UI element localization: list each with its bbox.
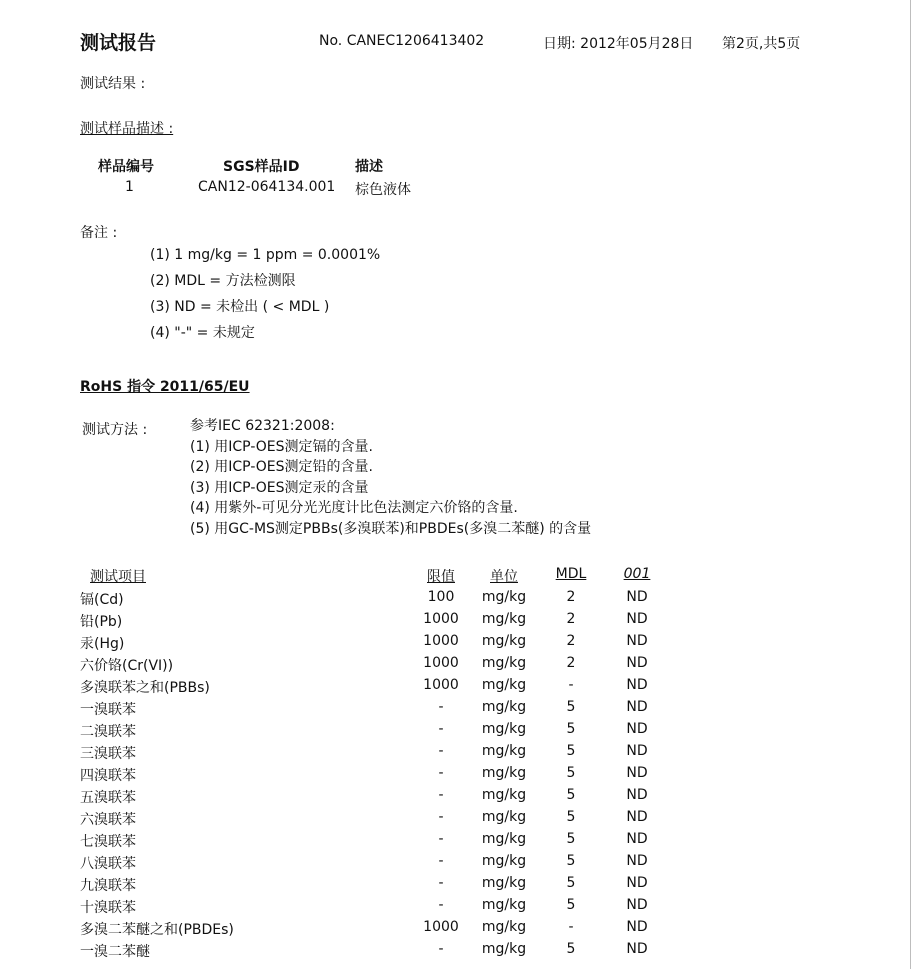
table-row (0, 699, 911, 721)
cell-unit: mg/kg (481, 611, 527, 627)
table-row (0, 831, 911, 853)
cell-mdl: 5 (566, 897, 576, 913)
cell-limit: 1000 (423, 677, 459, 693)
cell-test-item: 一溴联苯 (80, 702, 136, 718)
table-row (0, 677, 911, 699)
cell-result: ND (626, 633, 648, 649)
cell-test-item: 铅(Pb) (80, 614, 123, 630)
cell-mdl: 5 (566, 787, 576, 803)
sample-col-description: 描述 (355, 159, 383, 175)
cell-mdl: 5 (566, 743, 576, 759)
page-title: 测试报告 (80, 32, 157, 54)
cell-limit: - (438, 787, 444, 803)
table-row (0, 897, 911, 919)
cell-result: ND (626, 875, 648, 891)
cell-test-item: 一溴二苯醚 (80, 944, 150, 960)
cell-mdl: 2 (566, 611, 576, 627)
cell-test-item: 镉(Cd) (80, 592, 124, 608)
cell-limit: - (438, 941, 444, 957)
cell-unit: mg/kg (481, 919, 527, 935)
test-method-list (190, 416, 591, 539)
cell-test-item: 九溴联苯 (80, 878, 136, 894)
test-method-label: 测试方法 : (82, 422, 148, 438)
cell-mdl: 2 (566, 655, 576, 671)
note-item: (3) ND = 未检出 ( < MDL ) (150, 299, 330, 315)
cell-test-item: 多溴联苯之和(PBBs) (80, 680, 210, 696)
cell-limit: - (438, 765, 444, 781)
method-line: (2) 用ICP-OES测定铅的含量. (190, 459, 373, 475)
table-row (0, 765, 911, 787)
cell-result: ND (626, 721, 648, 737)
cell-result: ND (626, 919, 648, 935)
cell-unit: mg/kg (481, 677, 527, 693)
cell-mdl: 5 (566, 875, 576, 891)
cell-result: ND (626, 677, 648, 693)
cell-unit: mg/kg (481, 853, 527, 869)
cell-result: ND (626, 589, 648, 605)
cell-test-item: 三溴联苯 (80, 746, 136, 762)
cell-mdl: 2 (566, 633, 576, 649)
cell-result: ND (626, 699, 648, 715)
sample-description-label: 测试样品描述 : (80, 121, 174, 137)
notes-label: 备注 : (80, 225, 118, 241)
cell-result: ND (626, 655, 648, 671)
note-item: (2) MDL = 方法检测限 (150, 273, 296, 289)
cell-unit: mg/kg (481, 721, 527, 737)
notes-list (150, 242, 380, 346)
method-line: (1) 用ICP-OES测定镉的含量. (190, 438, 373, 455)
note-item: (1) 1 mg/kg = 1 ppm = 0.0001% (150, 247, 381, 263)
method-line: 参考IEC 62321:2008: (190, 418, 335, 434)
cell-unit: mg/kg (481, 655, 527, 671)
header-mdl: MDL (555, 566, 587, 582)
sample-col-number: 样品编号 (98, 159, 154, 175)
cell-test-item: 五溴联苯 (80, 790, 136, 806)
cell-unit: mg/kg (481, 633, 527, 649)
table-row (0, 721, 911, 743)
header-limit: 限值 (427, 569, 455, 585)
cell-limit: 1000 (423, 919, 459, 935)
method-line: (4) 用紫外-可见分光光度计比色法测定六价铬的含量. (190, 500, 518, 516)
cell-limit: - (438, 853, 444, 869)
cell-test-item: 多溴二苯醚之和(PBDEs) (80, 922, 234, 938)
table-row (0, 853, 911, 875)
header-test-item: 测试项目 (90, 569, 146, 585)
cell-mdl: 5 (566, 809, 576, 825)
results-table-header (0, 566, 911, 588)
cell-test-item: 十溴联苯 (80, 900, 136, 916)
cell-limit: - (438, 897, 444, 913)
cell-result: ND (626, 743, 648, 759)
cell-test-item: 六溴联苯 (80, 812, 136, 828)
cell-test-item: 四溴联苯 (80, 768, 136, 784)
cell-test-item: 二溴联苯 (80, 724, 136, 740)
cell-limit: 100 (427, 589, 455, 605)
sample-sgs-id: CAN12-064134.001 (198, 179, 336, 195)
cell-result: ND (626, 765, 648, 781)
cell-limit: - (438, 831, 444, 847)
cell-result: ND (626, 787, 648, 803)
cell-unit: mg/kg (481, 699, 527, 715)
cell-unit: mg/kg (481, 875, 527, 891)
table-row (0, 655, 911, 677)
table-row (0, 787, 911, 809)
table-row (0, 589, 911, 611)
results-label: 测试结果 : (80, 76, 146, 92)
cell-mdl: 5 (566, 853, 576, 869)
cell-unit: mg/kg (481, 941, 527, 957)
cell-result: ND (626, 897, 648, 913)
cell-limit: - (438, 699, 444, 715)
cell-test-item: 七溴联苯 (80, 834, 136, 850)
cell-test-item: 六价铬(Cr(VI)) (80, 658, 174, 674)
cell-unit: mg/kg (481, 765, 527, 781)
cell-unit: mg/kg (481, 809, 527, 825)
method-line: (5) 用GC-MS测定PBBs(多溴联苯)和PBDEs(多溴二苯醚) 的含量 (190, 520, 592, 537)
cell-limit: - (438, 809, 444, 825)
table-row (0, 875, 911, 897)
table-row (0, 941, 911, 963)
sample-col-sgs-id: SGS样品ID (223, 159, 300, 175)
table-row (0, 809, 911, 831)
report-number: No. CANEC1206413402 (319, 33, 485, 49)
table-row (0, 633, 911, 655)
cell-mdl: - (568, 677, 574, 693)
cell-result: ND (626, 831, 648, 847)
cell-limit: 1000 (423, 633, 459, 649)
cell-result: ND (626, 941, 648, 957)
header-unit: 单位 (490, 569, 518, 585)
sample-number: 1 (125, 179, 134, 195)
header-sample-001: 001 (623, 566, 651, 582)
page-indicator: 第2页,共5页 (722, 36, 801, 52)
cell-limit: - (438, 743, 444, 759)
sample-description: 棕色液体 (355, 182, 411, 198)
cell-mdl: 5 (566, 699, 576, 715)
cell-mdl: 2 (566, 589, 576, 605)
cell-result: ND (626, 809, 648, 825)
table-row (0, 611, 911, 633)
report-date: 日期: 2012年05月28日 (543, 36, 694, 52)
cell-result: ND (626, 853, 648, 869)
cell-mdl: 5 (566, 831, 576, 847)
cell-unit: mg/kg (481, 831, 527, 847)
cell-limit: 1000 (423, 655, 459, 671)
cell-mdl: 5 (566, 941, 576, 957)
note-item: (4) "-" = 未规定 (150, 325, 255, 341)
cell-mdl: - (568, 919, 574, 935)
cell-unit: mg/kg (481, 743, 527, 759)
cell-test-item: 汞(Hg) (80, 636, 125, 652)
table-row (0, 743, 911, 765)
cell-unit: mg/kg (481, 589, 527, 605)
cell-unit: mg/kg (481, 897, 527, 913)
method-line: (3) 用ICP-OES测定汞的含量 (190, 479, 369, 496)
cell-mdl: 5 (566, 765, 576, 781)
cell-test-item: 八溴联苯 (80, 856, 136, 872)
cell-result: ND (626, 611, 648, 627)
cell-limit: - (438, 721, 444, 737)
rohs-heading: RoHS 指令 2011/65/EU (80, 379, 250, 395)
cell-unit: mg/kg (481, 787, 527, 803)
table-row (0, 919, 911, 941)
cell-limit: 1000 (423, 611, 459, 627)
cell-limit: - (438, 875, 444, 891)
cell-mdl: 5 (566, 721, 576, 737)
